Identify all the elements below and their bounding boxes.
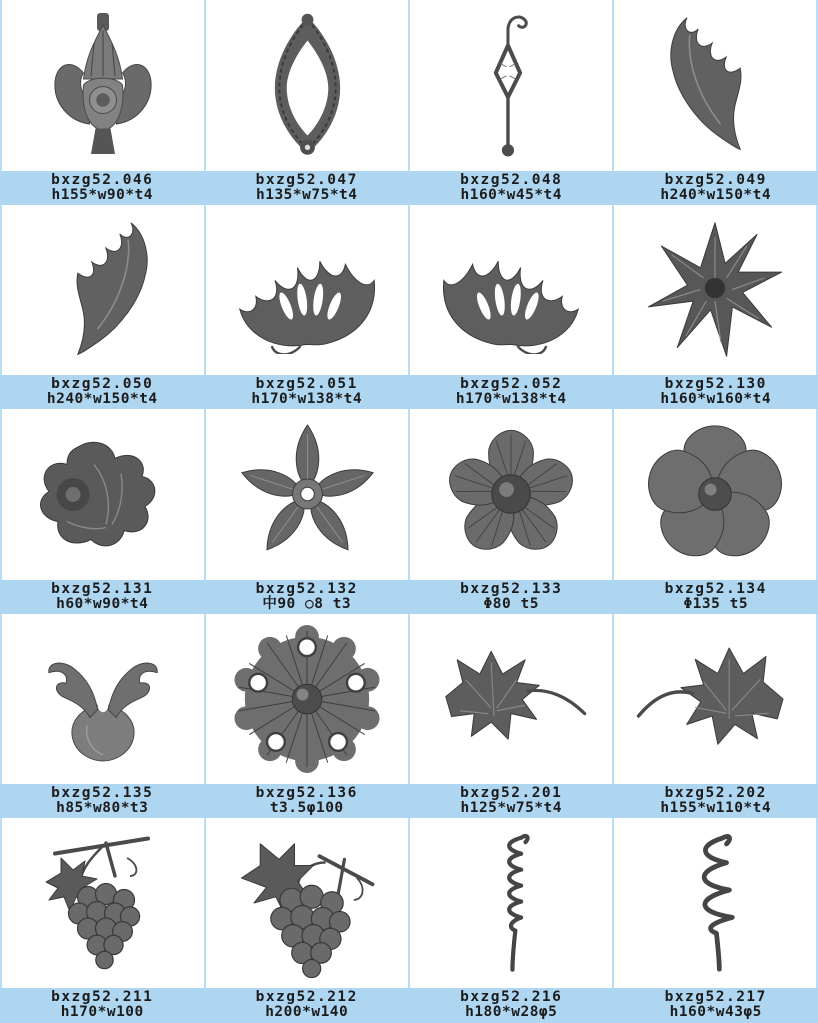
product-cell [410,205,614,376]
product-size: h60*w90*t4 [56,595,149,612]
catalog-row [0,614,818,819]
product-label [614,375,818,409]
product-code: bxzg52.133 [460,580,563,597]
grape-bunch-ornament-image [28,828,178,978]
product-code: bxzg52.131 [51,580,154,597]
product-size: h160*w43φ5 [669,1003,762,1020]
grape-bunch-ornament-image [226,825,388,981]
product-cell [206,614,410,785]
product-label [409,784,614,818]
product-label [0,784,205,818]
product-cell [206,409,410,580]
product-code: bxzg52.211 [51,988,154,1005]
product-size: h170*w138*t4 [251,391,363,408]
catalog-row [0,0,818,205]
product-code: bxzg52.134 [664,580,767,597]
product-code: bxzg52.047 [255,171,358,188]
product-label [409,580,614,614]
product-code: bxzg52.216 [460,988,563,1005]
product-cell [410,818,614,988]
product-cell [410,409,614,580]
product-code: bxzg52.132 [255,580,358,597]
product-size: h125*w75*t4 [460,800,563,817]
product-cell [614,614,818,785]
round-flower-dome-ornament-image [639,420,791,568]
product-code: bxzg52.202 [664,785,767,802]
product-label [409,375,614,409]
product-cell [614,205,818,376]
product-label [205,784,410,818]
product-label [205,580,410,614]
product-size: h160*w45*t4 [460,186,563,203]
curled-leaf-cluster-ornament-image [28,427,178,562]
product-size: h155*w110*t4 [660,800,772,817]
acanthus-fan-leaf-ornament-image [227,226,387,354]
product-label [409,988,614,1023]
product-label [409,171,614,205]
product-size: h170*w100 [60,1003,144,1020]
product-label [614,784,818,818]
product-cell [2,409,206,580]
grape-leaf-stem-right-ornament-image [426,642,596,757]
product-size: h155*w90*t4 [51,186,154,203]
grape-leaf-stem-left-ornament-image [630,640,800,758]
five-petal-flower-hole-ornament-image [230,419,385,569]
corkscrew-narrow-ornament-image [482,827,540,979]
rosette-five-holes-ornament-image [232,625,382,773]
product-code: bxzg52.051 [255,376,358,393]
tulip-bud-ornament-image [37,628,169,770]
acanthus-fan-leaf-ornament-image [431,226,591,354]
product-code: bxzg52.217 [664,988,767,1005]
product-size: h135*w75*t4 [255,186,358,203]
product-code: bxzg52.130 [664,376,767,393]
product-label [0,171,205,205]
product-size: Φ80 t5 [483,595,539,612]
product-cell [2,818,206,988]
star-leaf-flower-ornament-image [640,217,790,362]
product-label [614,171,818,205]
product-size: h85*w80*t3 [56,800,149,817]
product-size: t3.5φ100 [269,800,344,817]
product-label [0,988,205,1023]
product-label [205,375,410,409]
product-code: bxzg52.212 [255,988,358,1005]
catalog-row [0,205,818,410]
catalog-row [0,818,818,1023]
product-size: h240*w150*t4 [46,391,158,408]
product-size: h160*w160*t4 [660,391,772,408]
product-code: bxzg52.201 [460,785,563,802]
product-cell [410,614,614,785]
product-label [614,988,818,1023]
diamond-ring-ornament-image [260,10,355,160]
product-code: bxzg52.052 [460,376,563,393]
corkscrew-wide-ornament-image [679,828,751,978]
product-label [205,988,410,1023]
product-label [614,580,818,614]
product-size: h200*w140 [265,1003,349,1020]
product-code: bxzg52.049 [664,171,767,188]
product-cell [614,0,818,171]
acanthus-leaf-left-ornament-image [47,216,159,364]
product-label [205,171,410,205]
product-cell [2,614,206,785]
product-code: bxzg52.136 [255,785,358,802]
product-cell [410,0,614,171]
product-size: Φ135 t5 [683,595,749,612]
acanthus-leaf-right-ornament-image [659,11,771,159]
product-cell [614,818,818,988]
product-cell [206,0,410,171]
product-code: bxzg52.048 [460,171,563,188]
product-cell [2,0,206,171]
product-cell [206,205,410,376]
catalog-row [0,409,818,614]
palmette-crown-ornament-image [49,10,157,160]
product-cell [614,409,818,580]
product-label [0,580,205,614]
product-size: h170*w138*t4 [455,391,567,408]
product-size: h180*w28φ5 [465,1003,558,1020]
curled-spear-ornament-image [482,9,540,161]
five-petal-flower-dome-ornament-image [436,420,586,568]
product-size: 中90 ○8 t3 [262,595,352,612]
product-code: bxzg52.046 [51,171,154,188]
product-cell [206,818,410,988]
product-size: h240*w150*t4 [660,186,772,203]
product-cell [2,205,206,376]
product-code: bxzg52.135 [51,785,154,802]
product-code: bxzg52.050 [51,376,154,393]
product-label [0,375,205,409]
